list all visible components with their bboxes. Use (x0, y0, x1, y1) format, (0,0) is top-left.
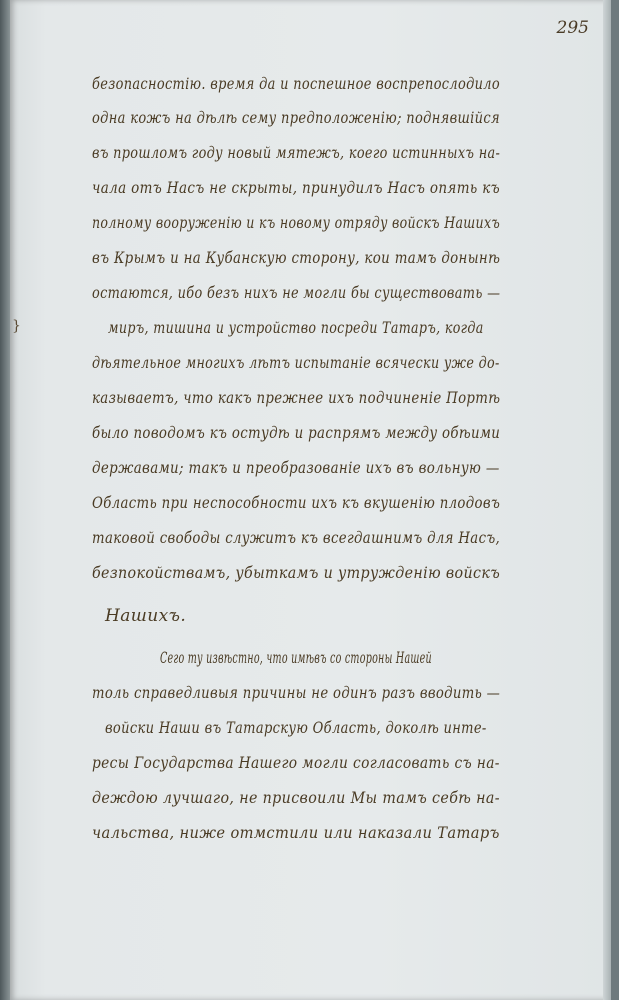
margin-mark: } (12, 318, 21, 334)
text-line: толь справедливыя причины не одинъ разъ вводить — (92, 684, 501, 702)
text-line: остаются, ибо безъ нихъ не могли бы существовать — (92, 284, 501, 302)
text-line: войски Наши въ Татарскую Область, доколѣ инте- (105, 719, 487, 737)
text-line: въ Крымъ и на Кубанскую сторону, кои тамъ донынѣ (92, 249, 501, 267)
text-line: казываетъ, что какъ прежнее ихъ подчиненіе Портѣ (92, 389, 501, 407)
text-line: одна кожъ на дѣлѣ сему предположенію; поднявшійся (92, 109, 500, 127)
text-line: дѣятельное многихъ лѣтъ испытаніе всячески уже до- (92, 354, 500, 372)
text-line: Область при неспособности ихъ къ вкушенію плодовъ (92, 494, 501, 512)
text-line: деждою лучшаго, не присвоили Мы тамъ себѣ на- (92, 789, 500, 807)
page-number: 295 (556, 18, 589, 38)
text-line: въ прошломъ году новый мятежъ, коего истинныхъ на- (92, 144, 501, 162)
text-line: безопасностію. время да и поспешное воспрепослодило (92, 75, 500, 93)
book-binding (0, 0, 10, 1000)
text-line: полному вооруженію и къ новому отряду войскъ Нашихъ (92, 214, 501, 232)
text-line: было поводомъ къ остудѣ и распрямъ между обѣими (92, 424, 501, 442)
text-line: чальства, ниже отмстили или наказали Татаръ (92, 824, 500, 842)
text-line: безпокойствамъ, убыткамъ и утружденію войскъ (92, 564, 501, 582)
text-line: державами; такъ и преобразованіе ихъ въ вольную — (92, 459, 500, 477)
page-edge (603, 0, 611, 1000)
text-line: миръ, тишина и устройство посреди Татаръ, когда (108, 319, 484, 337)
text-line: ресы Государства Нашего могли согласовать съ на- (92, 754, 500, 772)
text-line: чала отъ Насъ не скрыты, принудилъ Насъ опять къ (92, 179, 501, 197)
manuscript-page (10, 0, 611, 1000)
text-line: таковой свободы служитъ къ всегдашнимъ для Насъ, (92, 529, 501, 547)
text-line: Сего ту извѣстно, что имѣвъ со стороны Нашей (160, 649, 432, 667)
text-line: Нашихъ. (105, 606, 187, 626)
